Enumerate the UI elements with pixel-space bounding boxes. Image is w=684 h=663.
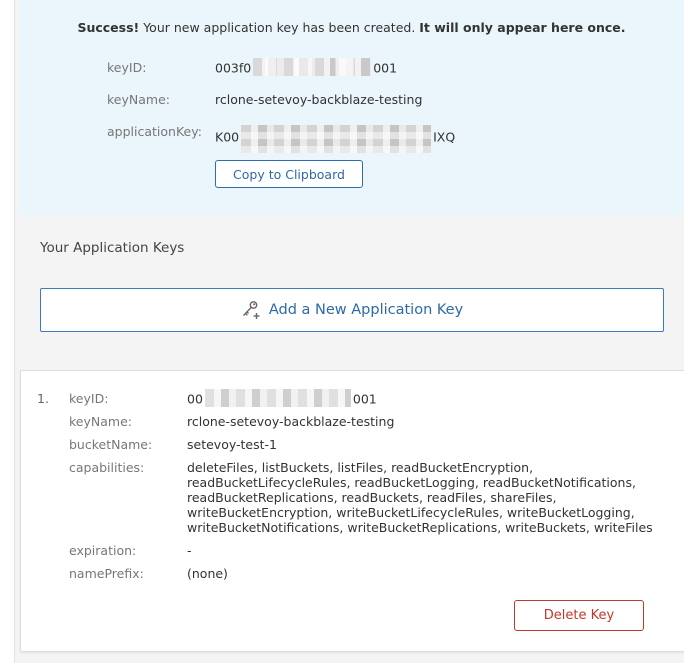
capabilities-line: readBucketLifecycleRules, readBucketLogging, readBucketNotifications, — [187, 475, 636, 490]
key-add-icon — [241, 300, 261, 320]
keyid-label: keyID: — [107, 60, 147, 75]
card-keyid-suffix: 001 — [352, 391, 377, 407]
capabilities-line: deleteFiles, listBuckets, listFiles, readBucketEncryption, — [187, 460, 534, 475]
card-nameprefix-value: (none) — [187, 566, 228, 581]
keyid-value — [215, 60, 397, 78]
card-expiration-label: expiration: — [69, 543, 137, 558]
add-application-key-button[interactable] — [40, 288, 664, 332]
card-bucketname-value: setevoy-test-1 — [187, 437, 277, 452]
success-text: Your new application key has been created. — [139, 20, 420, 35]
redacted-applicationkey — [241, 125, 431, 153]
applicationkey-suffix: IXQ — [433, 129, 456, 145]
success-warning: It will only appear here once. — [419, 20, 626, 35]
left-gutter — [0, 0, 14, 663]
applicationkey-value — [215, 124, 455, 152]
card-nameprefix-label: namePrefix: — [69, 566, 144, 581]
capabilities-line: writeBucketNotifications, writeBucketReplications, writeBuckets, writeFiles — [187, 520, 653, 535]
applicationkey-label: applicationKey: — [107, 124, 202, 139]
card-keyid-label: keyID: — [69, 391, 109, 406]
redacted-keyid — [253, 58, 371, 76]
success-message — [19, 20, 684, 35]
success-title: Success! — [77, 20, 140, 35]
keyname-label: keyName: — [107, 92, 170, 107]
card-keyname-value: rclone-setevoy-backblaze-testing — [187, 414, 395, 429]
keyid-prefix: 003f0 — [215, 60, 252, 76]
card-keyid-prefix: 00 — [187, 391, 203, 407]
application-keys-heading: Your Application Keys — [40, 240, 185, 256]
delete-key-button[interactable]: Delete Key — [514, 600, 644, 631]
capabilities-line: readBucketReplications, readBuckets, readFiles, shareFiles, — [187, 490, 557, 505]
redacted-card-keyid — [205, 389, 351, 407]
key-index: 1. — [37, 391, 49, 406]
card-bucketname-label: bucketName: — [69, 437, 153, 452]
application-key-card — [20, 370, 684, 652]
add-application-key-label: Add a New Application Key — [268, 302, 464, 318]
card-expiration-value: - — [187, 543, 192, 558]
copy-to-clipboard-button[interactable]: Copy to Clipboard — [215, 160, 363, 188]
keyname-value: rclone-setevoy-backblaze-testing — [215, 92, 423, 107]
keyid-suffix: 001 — [373, 60, 398, 76]
capabilities-line: writeBucketEncryption, writeBucketLifecycleRules, writeBucketLogging, — [187, 505, 635, 520]
card-keyid-value — [187, 391, 377, 409]
applicationkey-prefix: K00 — [215, 129, 240, 145]
card-keyname-label: keyName: — [69, 414, 132, 429]
card-capabilities-label: capabilities: — [69, 460, 145, 475]
card-capabilities-value — [187, 460, 657, 535]
success-panel — [19, 0, 684, 215]
